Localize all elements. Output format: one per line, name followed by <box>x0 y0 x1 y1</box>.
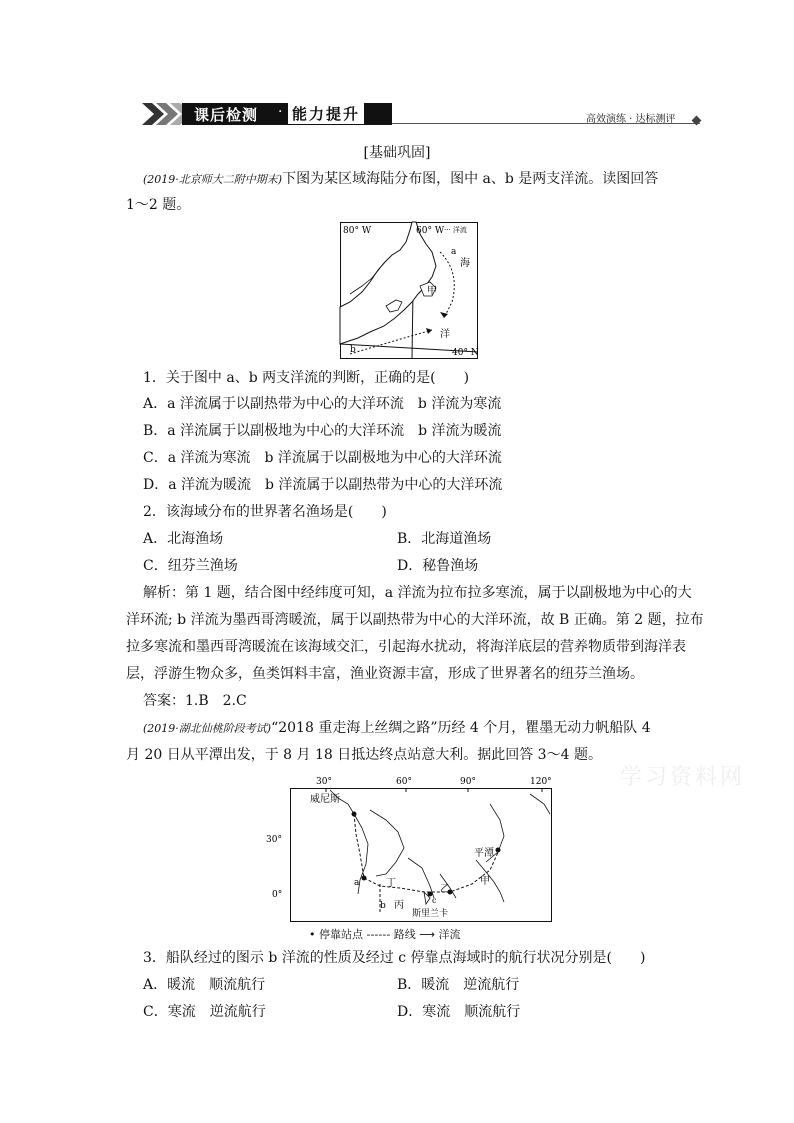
header-right-text: 高效演练 · 达标测评 <box>586 114 676 125</box>
analysis-line-3: 拉多寒流和墨西哥湾暖流在该海域交汇，引起海水扰动，将海洋底层的营养物质带到海洋表 <box>126 639 686 655</box>
q1-option-d: D．a 洋流为暖流 b 洋流属于以副热带为中心的大洋环流 <box>143 477 503 493</box>
intro2-line2: 月 20 日从平潭出发，于 8 月 18 日抵达终点站意大利。据此回答 3～4 题。 <box>126 747 602 763</box>
map2-lon-90: 90° <box>460 777 476 787</box>
map2-label-yi: 乙 <box>440 884 450 895</box>
q2-option-b: B．北海道渔场 <box>397 531 492 547</box>
map2-lon-30: 30° <box>316 777 332 787</box>
map1-label-ocean: 洋 <box>440 329 450 340</box>
banner-dot: · <box>278 104 283 120</box>
q3-option-d: D．寒流 顺流航行 <box>397 1004 521 1020</box>
banner-right-text: 能力提升 <box>288 103 364 124</box>
section-title: [基础巩固] <box>363 145 431 161</box>
map1-lat: 40° N <box>452 348 479 358</box>
analysis-line-2: 洋环流; b 洋流为墨西哥湾暖流，属于以副热带为中心的大洋环流，故 B 正确。第 2 题，拉布 <box>126 612 704 628</box>
intro2-line1 <box>143 715 651 742</box>
map1-legend: ··· 洋流 <box>444 226 467 234</box>
banner-left-text: 课后检测 <box>194 106 259 124</box>
intro2-source: (2019·湖北仙桃阶段考试) <box>143 722 272 735</box>
q3-stem: 3．船队经过的图示 b 洋流的性质及经过 c 停靠点海域时的航行状况分别是( ) <box>143 950 646 966</box>
q3-option-c: C．寒流 逆流航行 <box>143 1004 266 1020</box>
watermark-text: 学习资料网 <box>620 765 746 790</box>
map2-label-c: c <box>432 896 437 905</box>
intro1-line2: 1～2 题。 <box>126 197 191 213</box>
q1-stem: 1．关于图中 a、b 两支洋流的判断，正确的是( ) <box>143 370 470 386</box>
map2-label-bing: 丙 <box>394 900 404 911</box>
intro1-source: (2019·北京师大二附中期末) <box>143 173 283 186</box>
map2-label-a: a <box>354 878 360 888</box>
intro1-line1 <box>143 166 658 193</box>
map-maritime-silk-road <box>266 774 552 922</box>
map-northwest-atlantic <box>340 222 478 359</box>
q2-option-d: D．秘鲁渔场 <box>397 558 479 574</box>
q1-option-c: C．a 洋流为寒流 b 洋流属于以副极地为中心的大洋环流 <box>143 450 502 466</box>
map1-label-a: a <box>451 247 457 257</box>
map2-lat-0: 0° <box>272 890 283 900</box>
map1-lon-left: 80° W <box>343 226 372 236</box>
q2-option-a: A．北海渔场 <box>143 531 224 547</box>
q1-option-b: B．a 洋流属于以副极地为中心的大洋环流 b 洋流为暖流 <box>143 423 502 439</box>
map2-legend: • 停靠站点 ------ 路线 ⟶ 洋流 <box>309 928 461 941</box>
section-banner <box>142 101 392 127</box>
map2-label-ding: 丁 <box>386 878 396 889</box>
map2-venice: 威尼斯 <box>310 794 340 805</box>
answer-line: 答案：1.B 2.C <box>143 693 247 709</box>
map1-lon-right: 60° W <box>416 226 445 236</box>
q3-option-a: A．暖流 顺流航行 <box>143 977 266 993</box>
map2-label-jia: 甲 <box>480 876 490 887</box>
q1-option-a: A．a 洋流属于以副热带为中心的大洋环流 b 洋流为寒流 <box>143 396 502 412</box>
q2-stem: 2．该海域分布的世界著名渔场是( ) <box>143 504 387 520</box>
analysis-line-1: 解析：第 1 题，结合图中经纬度可知，a 洋流为拉布拉多寒流，属于以副极地为中心的大 <box>143 585 692 601</box>
map2-label-b: b <box>380 901 386 911</box>
intro1-text: 下图为某区域海陆分布图，图中 a、b 是两支洋流。读图回答 <box>282 171 659 187</box>
intro2-text: “2018 重走海上丝绸之路”历经 4 个月，瞿墨无动力帆船队 4 <box>271 720 651 736</box>
map1-label-sea: 海 <box>460 258 470 269</box>
map1-label-jia: 甲 <box>427 286 437 297</box>
q2-option-c: C．纽芬兰渔场 <box>143 558 238 574</box>
analysis-line-4: 层，浮游生物众多，鱼类饵料丰富，渔业资源丰富，形成了世界著名的纽芬兰渔场。 <box>126 666 644 682</box>
q3-option-b: B．暖流 逆流航行 <box>397 977 520 993</box>
map1-label-b: b <box>350 345 356 355</box>
map2-srilanka: 斯里兰卡 <box>412 909 449 919</box>
map2-lon-60: 60° <box>396 777 412 787</box>
map2-pingtan: 平潭 <box>474 848 494 859</box>
map2-lat-30: 30° <box>266 835 282 845</box>
map2-lon-120: 120° <box>530 777 552 787</box>
